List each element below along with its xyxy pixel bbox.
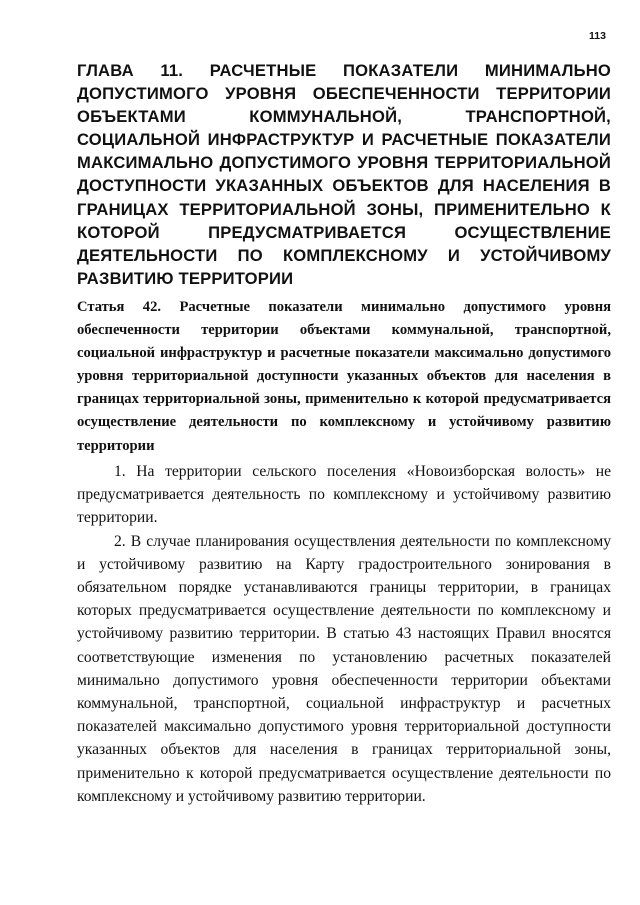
article-body xyxy=(77,460,611,808)
paragraph-1: 1. На территории сельского поселения «Новоизборская волость» не предусматривается деятельность по комплексному и устойчивому развитию территории. xyxy=(77,463,611,527)
chapter-title: ГЛАВА 11. РАСЧЕТНЫЕ ПОКАЗАТЕЛИ МИНИМАЛЬНО ДОПУСТИМОГО УРОВНЯ ОБЕСПЕЧЕННОСТИ ТЕРРИТОРИИ ОБЪЕКТАМИ КОММУНАЛЬНОЙ, ТРАНСПОРТНОЙ, СОЦИАЛЬНОЙ ИНФРАСТРУКТУР И РАСЧЕТНЫЕ ПОКАЗАТЕЛИ МАКСИМАЛЬНО ДОПУСТИМОГО УРОВНЯ ТЕРРИТОРИАЛЬНОЙ ДОСТУПНОСТИ УКАЗАННЫХ ОБЪЕКТОВ ДЛЯ НАСЕЛЕНИЯ В ГРАНИЦАХ ТЕРРИТОРИАЛЬНОЙ ЗОНЫ, ПРИМЕНИТЕЛЬНО К КОТОРОЙ ПРЕДУСМАТРИВАЕТСЯ ОСУЩЕСТВЛЕНИЕ ДЕЯТЕЛЬНОСТИ ПО КОМПЛЕКСНОМУ И УСТОЙЧИВОМУ РАЗВИТИЮ ТЕРРИТОРИИ xyxy=(77,61,611,288)
page-number: 113 xyxy=(589,30,606,42)
article-title: Статья 42. Расчетные показатели минимально допустимого уровня обеспеченности территории объектами коммунальной, транспортной, социальной инфраструктур и расчетные показатели максимально допустимого уровня территориальной доступности указанных объектов для населения в границах территориальной зоны, применительно к которой предусматривается осуществление деятельности по комплексному и устойчивому развитию территории xyxy=(77,299,611,454)
paragraph-2: 2. В случае планирования осуществления деятельности по комплексному и устойчивому развитию на Карту градостроительного зонирования в обязательном порядке устанавливаются границы территории, в границах которых предусматривается осуществление деятельности по комплексному и устойчивому развитию территории. В статью 43 настоящих Правил вносятся соответствующие изменения по установлению расчетных показателей минимально допустимого уровня обеспеченности территории объектами коммунальной, транспортной, социальной инфраструктур и расчетных показателей максимально допустимого уровня территориальной доступности указанных объектов для населения в границах территориальной зоны, применительно к которой предусматривается осуществление деятельности по комплексному и устойчивому развитию территории. xyxy=(77,532,611,805)
